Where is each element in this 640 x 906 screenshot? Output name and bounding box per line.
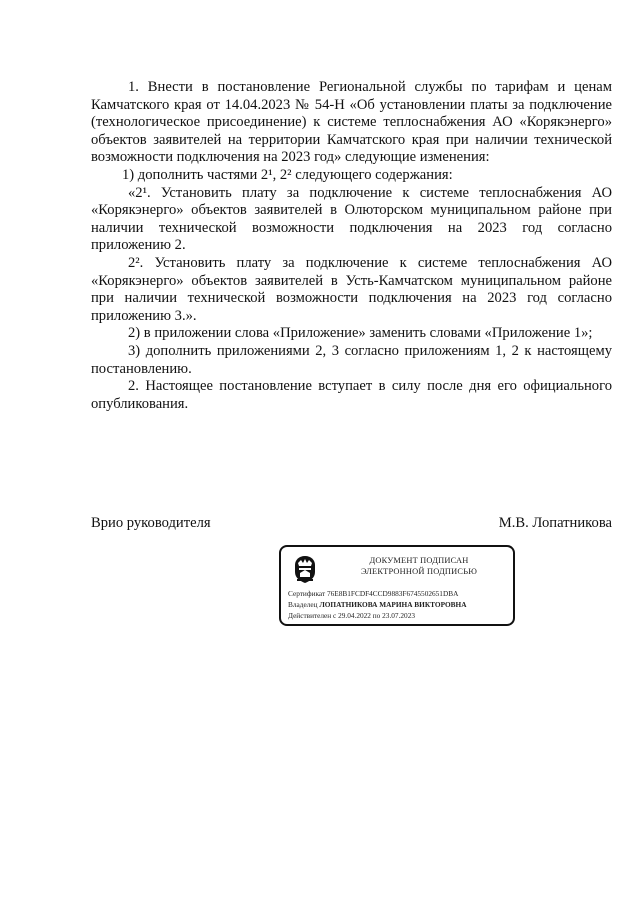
paragraph-5: 2) в приложении слова «Приложение» заменить словами «Приложение 1»;	[128, 325, 593, 342]
signatory-name: М.В. Лопатникова	[498, 515, 612, 531]
stamp-title-line-1: ДОКУМЕНТ ПОДПИСАН	[369, 556, 469, 565]
valid-label: Действителен с	[288, 611, 337, 620]
stamp-title-line-2: ЭЛЕКТРОННОЙ ПОДПИСЬЮ	[360, 566, 478, 576]
valid-to: 23.07.2023	[382, 611, 415, 620]
paragraph-7: 2. Настоящее постановление вступает в силу после дня его официального опубликования.	[91, 378, 612, 412]
stamp-title	[329, 556, 509, 577]
paragraph-6: 3) дополнить приложениями 2, 3 согласно приложениям 1, 2 к настоящему постановлению.	[91, 342, 612, 377]
document-body	[91, 79, 612, 413]
stamp-owner	[288, 600, 466, 609]
stamp-certificate	[288, 589, 458, 598]
stamp-validity	[288, 611, 415, 620]
coat-of-arms-icon	[291, 554, 319, 584]
paragraph-3: «2¹. Установить плату за подключение к системе теплоснабжения АО «Корякэнерго» объектов заявителей в Олюторском муниципальном районе при наличии технической возможности подключения на 2023 год согласно приложению 2.	[91, 184, 612, 254]
cert-value: 76E8B1FCDF4CCD9883F6745502651DBA	[326, 589, 459, 598]
electronic-signature-stamp	[279, 545, 515, 626]
cert-label: Сертификат	[288, 589, 326, 598]
paragraph-2: 1) дополнить частями 2¹, 2² следующего содержания:	[122, 166, 453, 183]
owner-value: ЛОПАТНИКОВА МАРИНА ВИКТОРОВНА	[319, 600, 467, 609]
owner-label: Владелец	[288, 600, 318, 609]
valid-to-label: по	[372, 611, 381, 620]
signatory-position: Врио руководителя	[91, 515, 211, 531]
paragraph-4: 2². Установить плату за подключение к системе теплоснабжения АО «Корякэнерго» объектов заявителей в Усть-Камчатском муниципальном районе при наличии технической возможности подключения на 2023 год согласно приложению 3.».	[91, 254, 612, 324]
valid-from: 29.04.2022	[338, 611, 371, 620]
paragraph-1: 1. Внести в постановление Региональной службы по тарифам и ценам Камчатского края от 14.04.2023 № 54-Н «Об установлении платы за подключение (технологическое присоединение) к системе теплоснабжения АО «Корякэнерго» объектов заявителей на территории Камчатского края при наличии технической возможности подключения на 2023 год» следующие изменения:	[91, 79, 612, 166]
